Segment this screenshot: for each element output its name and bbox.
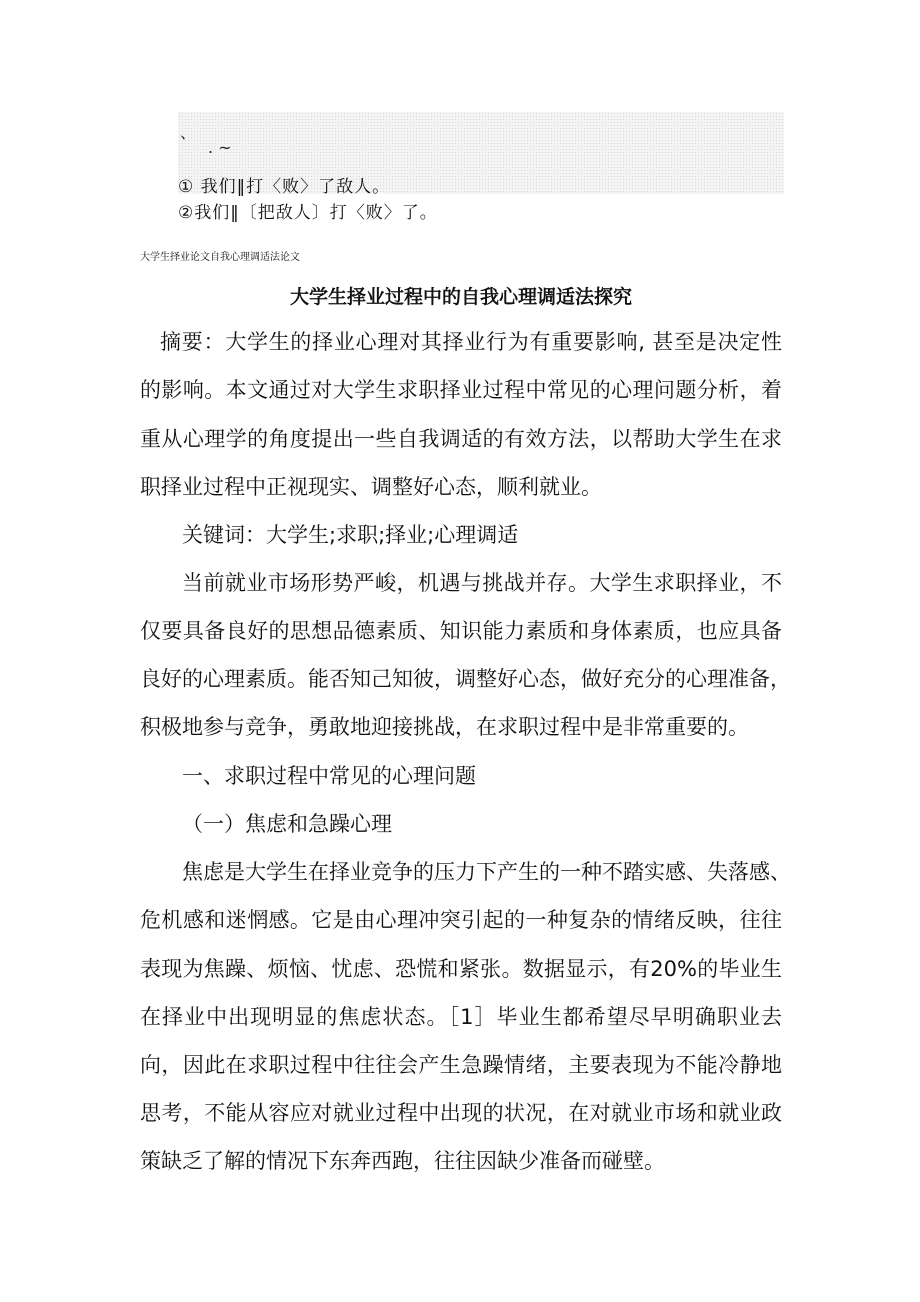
abstract-line: 摘要：大学生的择业心理对其择业行为有重要影响, 甚至是决定性 xyxy=(160,330,782,354)
section-heading: 一、求职过程中常见的心理问题 xyxy=(182,764,476,788)
anxiety-line: 向，因此在求职过程中往往会产生急躁情绪，主要表现为不能冷静地 xyxy=(140,1053,782,1077)
mark-1: 、 xyxy=(180,123,197,142)
example-1: ① 我们‖打〈败〉了敌人。 xyxy=(178,177,391,197)
intro-line: 仅要具备良好的思想品德素质、知识能力素质和身体素质，也应具备 xyxy=(140,619,782,643)
intro-line: 良好的心理素质。能否知己知彼，调整好心态，做好充分的心理准备， xyxy=(140,667,791,691)
anxiety-line: 在择业中出现明显的焦虑状态。［1］毕业生都希望尽早明确职业去 xyxy=(140,1005,782,1029)
mark-2: . ~ xyxy=(208,138,232,157)
abstract-line: 的影响。本文通过对大学生求职择业过程中常见的心理问题分析，着 xyxy=(140,378,782,402)
abstract-line: 重从心理学的角度提出一些自我调适的有效方法，以帮助大学生在求 xyxy=(140,427,782,451)
keywords: 关键词：大学生;求职;择业;心理调适 xyxy=(182,523,519,547)
intro-line: 当前就业市场形势严峻，机遇与挑战并存。大学生求职择业，不 xyxy=(182,571,782,595)
doc-label: 大学生择业论文自我心理调适法论文 xyxy=(140,252,300,263)
anxiety-line: 思考，不能从容应对就业过程中出现的状况，在对就业市场和就业政 xyxy=(140,1101,782,1125)
anxiety-line: 危机感和迷惘感。它是由心理冲突引起的一种复杂的情绪反映，往往 xyxy=(140,908,782,932)
intro-line: 积极地参与竞争，勇敢地迎接挑战，在求职过程中是非常重要的。 xyxy=(140,715,749,739)
anxiety-line: 策缺乏了解的情况下东奔西跑，往往因缺少准备而碰壁。 xyxy=(140,1149,665,1173)
abstract-line: 职择业过程中正视现实、调整好心态，顺利就业。 xyxy=(140,475,602,499)
example-2: ②我们‖〔把敌人〕打〈败〉了。 xyxy=(178,203,438,223)
page-title: 大学生择业过程中的自我心理调适法探究 xyxy=(289,286,632,308)
subsection-heading: （一）焦虑和急躁心理 xyxy=(182,812,392,836)
anxiety-line: 焦虑是大学生在择业竞争的压力下产生的一种不踏实感、失落感、 xyxy=(182,860,791,884)
anxiety-line: 表现为焦躁、烦恼、忧虑、恐慌和紧张。数据显示，有20%的毕业生 xyxy=(140,957,782,981)
